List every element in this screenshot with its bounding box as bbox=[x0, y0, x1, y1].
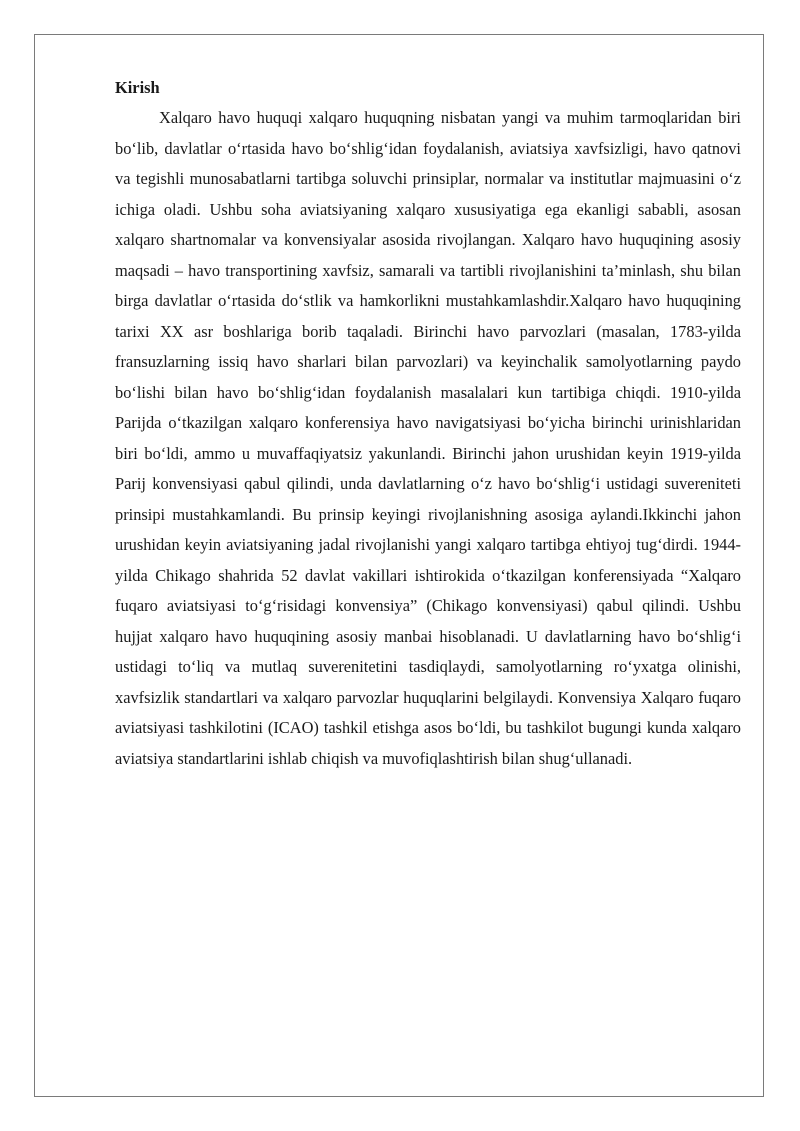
document-body bbox=[115, 75, 741, 774]
section-heading: Kirish bbox=[115, 78, 160, 97]
body-paragraph: Xalqaro havo huquqi xalqaro huquqning nisbatan yangi va muhim tarmoqlaridan biri bo‘lib, davlatlar o‘rtasida havo bo‘shlig‘idan foydalanish, aviatsiya xavfsizligi, havo qatnovi va tegishli munosabatlarni tartibga soluvchi prinsiplar, normalar va institutlar majmuasini o‘z ichiga oladi. Ushbu soha aviatsiyaning xalqaro xususiyatiga ega ekanligi sababli, asosan xalqaro shartnomalar va konvensiyalar asosida rivojlangan. Xalqaro havo huquqining asosiy maqsadi – havo transportining xavfsiz, samarali va tartibli rivojlanishini ta’minlash, shu bilan birga davlatlar o‘rtasida do‘stlik va hamkorlikni mustahkamlashdir.Xalqaro havo huquqining tarixi XX asr boshlariga borib taqaladi. Birinchi havo parvozlari (masalan, 1783-yilda fransuzlarning issiq havo sharlari bilan parvozlari) va keyinchalik samolyotlarning paydo bo‘lishi bilan havo bo‘shlig‘idan foydalanish masalalari kun tartibiga chiqdi. 1910-yilda Parijda o‘tkazilgan xalqaro konferensiya havo navigatsiyasi bo‘yicha birinchi urinishlaridan biri bo‘ldi, ammo u muvaffaqiyatsiz yakunlandi. Birinchi jahon urushidan keyin 1919-yilda Parij konvensiyasi qabul qilindi, unda davlatlarning o‘z havo bo‘shlig‘i ustidagi suvereniteti prinsipi mustahkamlandi. Bu prinsip keyingi rivojlanishning asosiga aylandi.Ikkinchi jahon urushidan keyin aviatsiyaning jadal rivojlanishi yangi xalqaro tartibga ehtiyoj tug‘dirdi. 1944-yilda Chikago shahrida 52 davlat vakillari ishtirokida o‘tkazilgan konferensiyada “Xalqaro fuqaro aviatsiyasi to‘g‘risidagi konvensiya” (Chikago konvensiyasi) qabul qilindi. Ushbu hujjat xalqaro havo huquqining asosiy manbai hisoblanadi. U davlatlarning havo bo‘shlig‘i ustidagi to‘liq va mutlaq suverenitetini tasdiqlaydi, samolyotlarning ro‘yxatga olinishi, xavfsizlik standartlari va xalqaro parvozlar huquqlarini belgilaydi. Konvensiya Xalqaro fuqaro aviatsiyasi tashkilotini (ICAO) tashkil etishga asos bo‘ldi, bu tashkilot bugungi kunda xalqaro aviatsiya standartlarini ishlab chiqish va muvofiqlashtirish bilan shug‘ullanadi. bbox=[115, 108, 741, 768]
